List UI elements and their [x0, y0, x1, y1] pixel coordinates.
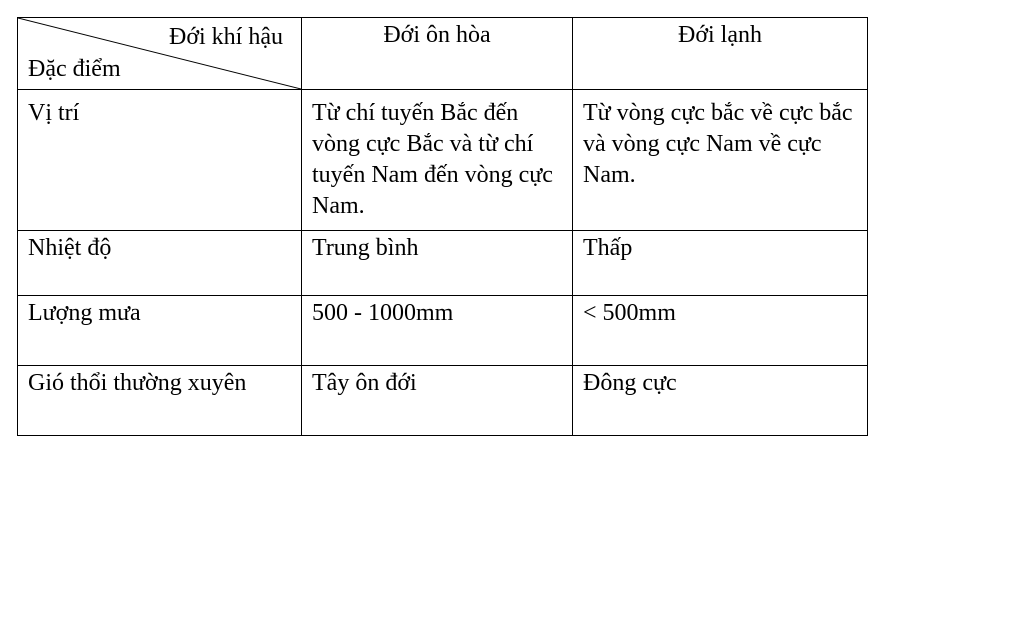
cell-temperate-wind: Tây ôn đới — [302, 366, 573, 436]
corner-header-cell — [18, 18, 302, 90]
cell-cold-rainfall: < 500mm — [573, 296, 868, 366]
corner-climate-zone-label: Đới khí hậu — [168, 24, 283, 50]
column-header-cold: Đới lạnh — [573, 18, 868, 90]
table-row — [18, 231, 868, 296]
table-row — [18, 90, 868, 231]
header-row — [18, 18, 868, 90]
table-row — [18, 296, 868, 366]
cell-temperate-location: Từ chí tuyến Bắc đến vòng cực Bắc và từ chí tuyến Nam đến vòng cực Nam. — [302, 90, 573, 231]
cell-cold-wind: Đông cực — [573, 366, 868, 436]
row-label-wind: Gió thổi thường xuyên — [18, 366, 302, 436]
cell-temperate-temperature: Trung bình — [302, 231, 573, 296]
comparison-table — [17, 17, 868, 436]
row-label-temperature: Nhiệt độ — [18, 231, 302, 296]
column-header-temperate: Đới ôn hòa — [302, 18, 573, 90]
corner-feature-label: Đặc điểm — [28, 56, 121, 82]
table-row — [18, 366, 868, 436]
cell-cold-temperature: Thấp — [573, 231, 868, 296]
row-label-rainfall: Lượng mưa — [18, 296, 302, 366]
cell-cold-location: Từ vòng cực bắc về cực bắc và vòng cực Nam về cực Nam. — [573, 90, 868, 231]
row-label-location: Vị trí — [18, 90, 302, 231]
cell-temperate-rainfall: 500 - 1000mm — [302, 296, 573, 366]
